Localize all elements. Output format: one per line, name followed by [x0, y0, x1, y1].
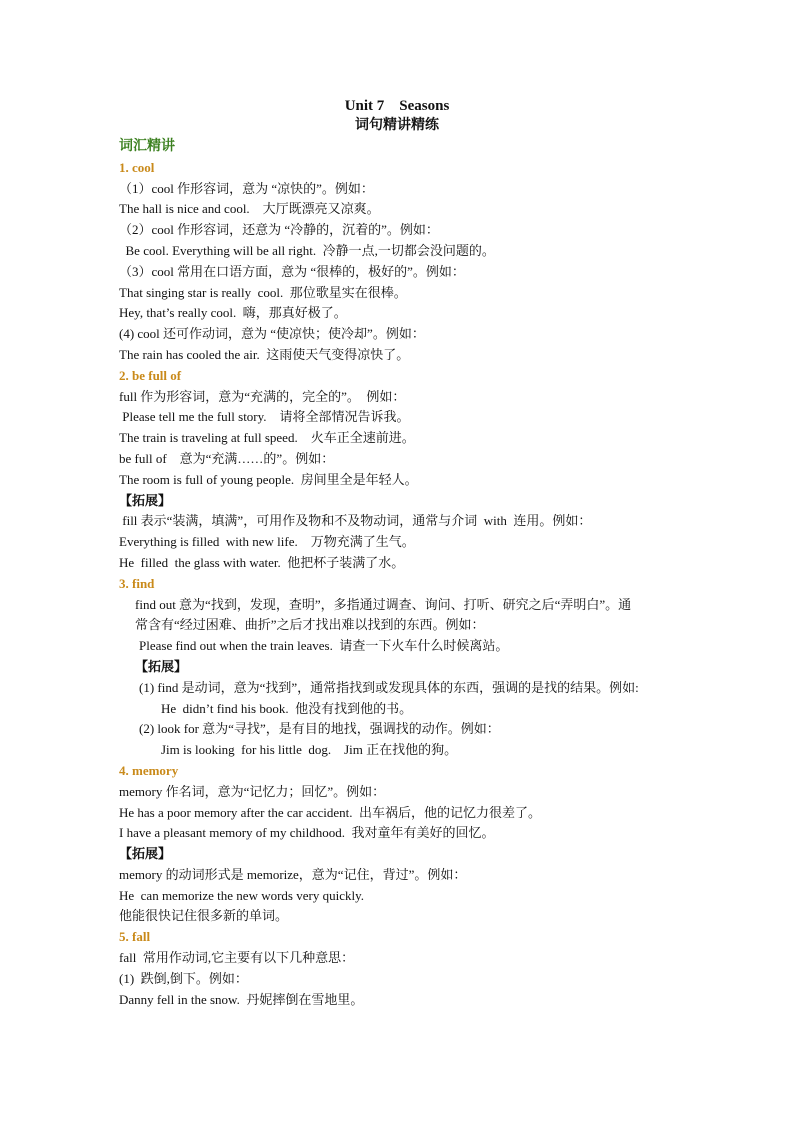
text-line: Please tell me the full story. 请将全部情况告诉我。: [119, 409, 410, 425]
expand-label: 【拓展】: [119, 492, 172, 508]
vocab-heading: 4. memory: [119, 762, 179, 778]
text-line: find out 意为“找到，发现，查明”，多指通过调查、询问、打听、研究之后“弄明白”。通: [135, 596, 632, 612]
unit-subtitle: 词句精讲精练: [355, 118, 439, 133]
text-line: The rain has cooled the air. 这雨使天气变得凉快了。: [119, 346, 410, 362]
document-body: [119, 137, 679, 1010]
text-line: The train is traveling at full speed. 火车正全速前进。: [119, 430, 415, 446]
text-line: I have a pleasant memory of my childhood. 我对童年有美好的回忆。: [119, 825, 495, 841]
text-line: He filled the glass with water. 他把杯子装满了水。: [119, 554, 405, 570]
expand-label: 【拓展】: [119, 846, 172, 862]
text-line: He has a poor memory after the car accident. 出车祸后，他的记忆力很差了。: [119, 804, 542, 820]
title-block: [0, 96, 794, 136]
text-line: Jim is looking for his little dog. Jim 正在找他的狗。: [161, 742, 458, 758]
text-line: He didn’t find his book. 他没有找到他的书。: [161, 700, 413, 716]
text-line: full 作为形容词，意为“充满的，完全的”。 例如：: [119, 388, 406, 404]
text-line: He can memorize the new words very quickly.: [119, 887, 364, 903]
vocab-heading: 2. be full of: [119, 367, 182, 383]
text-line: memory 的动词形式是 memorize，意为“记住，背过”。例如：: [119, 866, 467, 882]
vocab-heading: 3. find: [119, 575, 155, 591]
text-line: The hall is nice and cool. 大厅既漂亮又凉爽。: [119, 201, 380, 217]
text-line: （3）cool 常用在口语方面，意为 “很棒的，极好的”。例如：: [119, 263, 465, 279]
text-line: （1）cool 作形容词，意为 “凉快的”。例如：: [119, 180, 374, 196]
text-line: memory 作名词，意为“记忆力；回忆”。例如：: [119, 783, 386, 799]
text-line: Danny fell in the snow. 丹妮摔倒在雪地里。: [119, 991, 364, 1007]
text-line: fill 表示“装满，填满”，可用作及物和不及物动词，通常与介词 with 连用。例如：: [119, 513, 592, 529]
unit-title: Unit 7 Seasons: [344, 98, 450, 114]
section-title: 词汇精讲: [119, 139, 175, 154]
text-line: Be cool. Everything will be all right. 冷静一点,一切都会没问题的。: [119, 242, 495, 258]
text-line: (1) 跌倒,倒下。例如：: [119, 970, 248, 986]
vocab-heading: 5. fall: [119, 929, 151, 945]
text-line: fall 常用作动词,它主要有以下几种意思：: [119, 950, 355, 966]
text-line: Please find out when the train leaves. 请查一下火车什么时候离站。: [139, 638, 509, 654]
text-line: Everything is filled with new life. 万物充满了生气。: [119, 534, 415, 550]
text-line: Hey, that’s really cool. 嗨，那真好极了。: [119, 305, 347, 321]
text-line: The room is full of young people. 房间里全是年轻人。: [119, 471, 418, 487]
text-line: （2）cool 作形容词，还意为 “冷静的，沉着的”。例如：: [119, 222, 439, 238]
text-line: (2) look for 意为“寻找”，是有目的地找，强调找的动作。例如：: [139, 721, 500, 737]
text-line: (1) find 是动词，意为“找到”，通常指找到或发现具体的东西，强调的是找的结果。例如:: [139, 679, 639, 695]
text-line: 常含有“经过困难、曲折”之后才找出难以找到的东西。例如：: [135, 617, 485, 633]
expand-label: 【拓展】: [135, 658, 188, 674]
text-line: (4) cool 还可作动词，意为 “使凉快；使冷却”。例如：: [119, 326, 425, 342]
text-line: That singing star is really cool. 那位歌星实在很棒。: [119, 284, 407, 300]
text-line: 他能很快记住很多新的单词。: [119, 908, 289, 924]
text-line: be full of 意为“充满……的”。例如：: [119, 450, 335, 466]
vocab-heading: 1. cool: [119, 159, 155, 175]
